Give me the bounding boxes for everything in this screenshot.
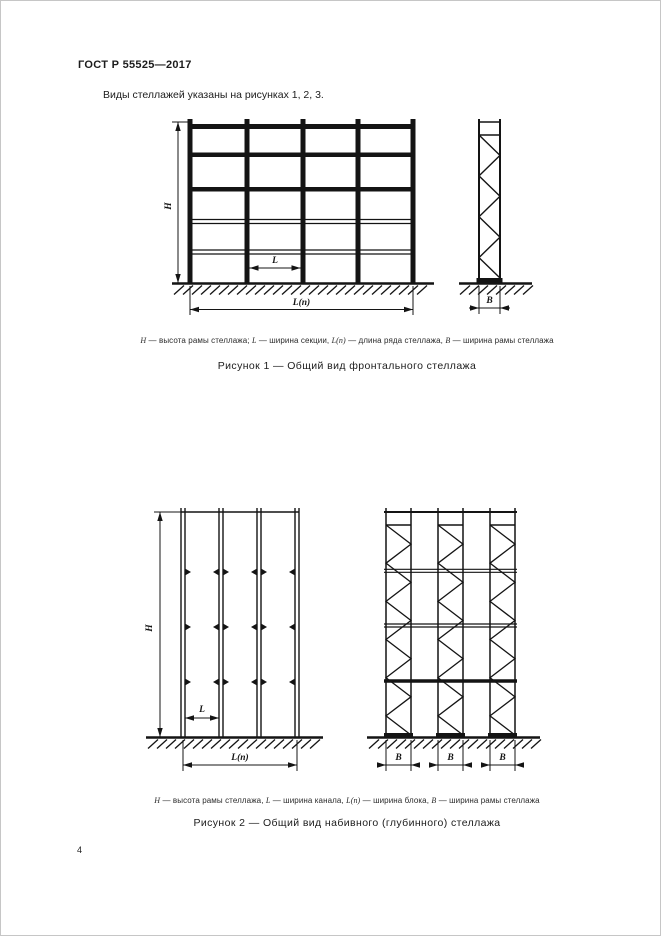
fig2-dim-label-frame-width-1: B [395, 753, 402, 763]
dimension-height [154, 512, 181, 737]
ground-hatching-front [146, 738, 323, 749]
document-header: ГОСТ Р 55525—2017 [78, 59, 192, 71]
legend-symbol: L [251, 336, 257, 345]
dimension-channel-width [185, 715, 219, 720]
fig1-dim-label-frame-width: B [486, 296, 493, 306]
fig2-dim-label-channel-width: L [199, 705, 205, 715]
drivein-rack-side-view [384, 508, 517, 738]
pallet-rail-brackets [185, 569, 295, 686]
intro-paragraph: Виды стеллажей указаны на рисунках 1, 2, 3. [103, 89, 324, 101]
ground-hatching-side [459, 284, 533, 295]
legend-symbol: H [140, 336, 147, 345]
dimension-section-width [250, 265, 301, 270]
legend-symbol: H [154, 796, 161, 805]
figure1-drawing [140, 100, 550, 320]
fig2-dim-label-frame-width-2: B [447, 753, 454, 763]
figure2-drawing [135, 490, 555, 785]
drivein-rack-front-view [181, 508, 299, 737]
fig2-dim-label-height: H [145, 624, 155, 632]
legend-symbol: L [265, 796, 271, 805]
legend-symbol: B [431, 796, 437, 805]
legend-symbol: B [445, 336, 451, 345]
figure2-legend: H — высота рамы стеллажа, L — ширина канала, L(п) — ширина блока, B — ширина рамы стеллажа [154, 796, 540, 805]
fig1-dim-label-row-length: L(п) [292, 298, 311, 308]
frontal-rack-side-view [477, 119, 503, 284]
figure1-legend: H — высота рамы стеллажа; L — ширина секции, L(п) — длина ряда стеллажа, B — ширина рамы стеллажа [140, 336, 554, 345]
fig2-dim-label-frame-width-3: B [499, 753, 506, 763]
legend-symbol: L(п) [331, 336, 346, 345]
page-number: 4 [77, 845, 83, 855]
ground-hatching-front [172, 284, 434, 295]
figure2-caption: Рисунок 2 — Общий вид набивного (глубинного) стеллажа [193, 817, 501, 829]
legend-symbol: L(п) [346, 796, 361, 805]
fig1-dim-label-height: H [164, 202, 174, 210]
fig1-dim-label-section-width: L [272, 256, 278, 266]
fig2-dim-label-block-width: L(п) [231, 753, 249, 763]
frontal-rack-front-view [188, 119, 416, 283]
figure1-caption: Рисунок 1 — Общий вид фронтального стеллажа [217, 360, 477, 372]
